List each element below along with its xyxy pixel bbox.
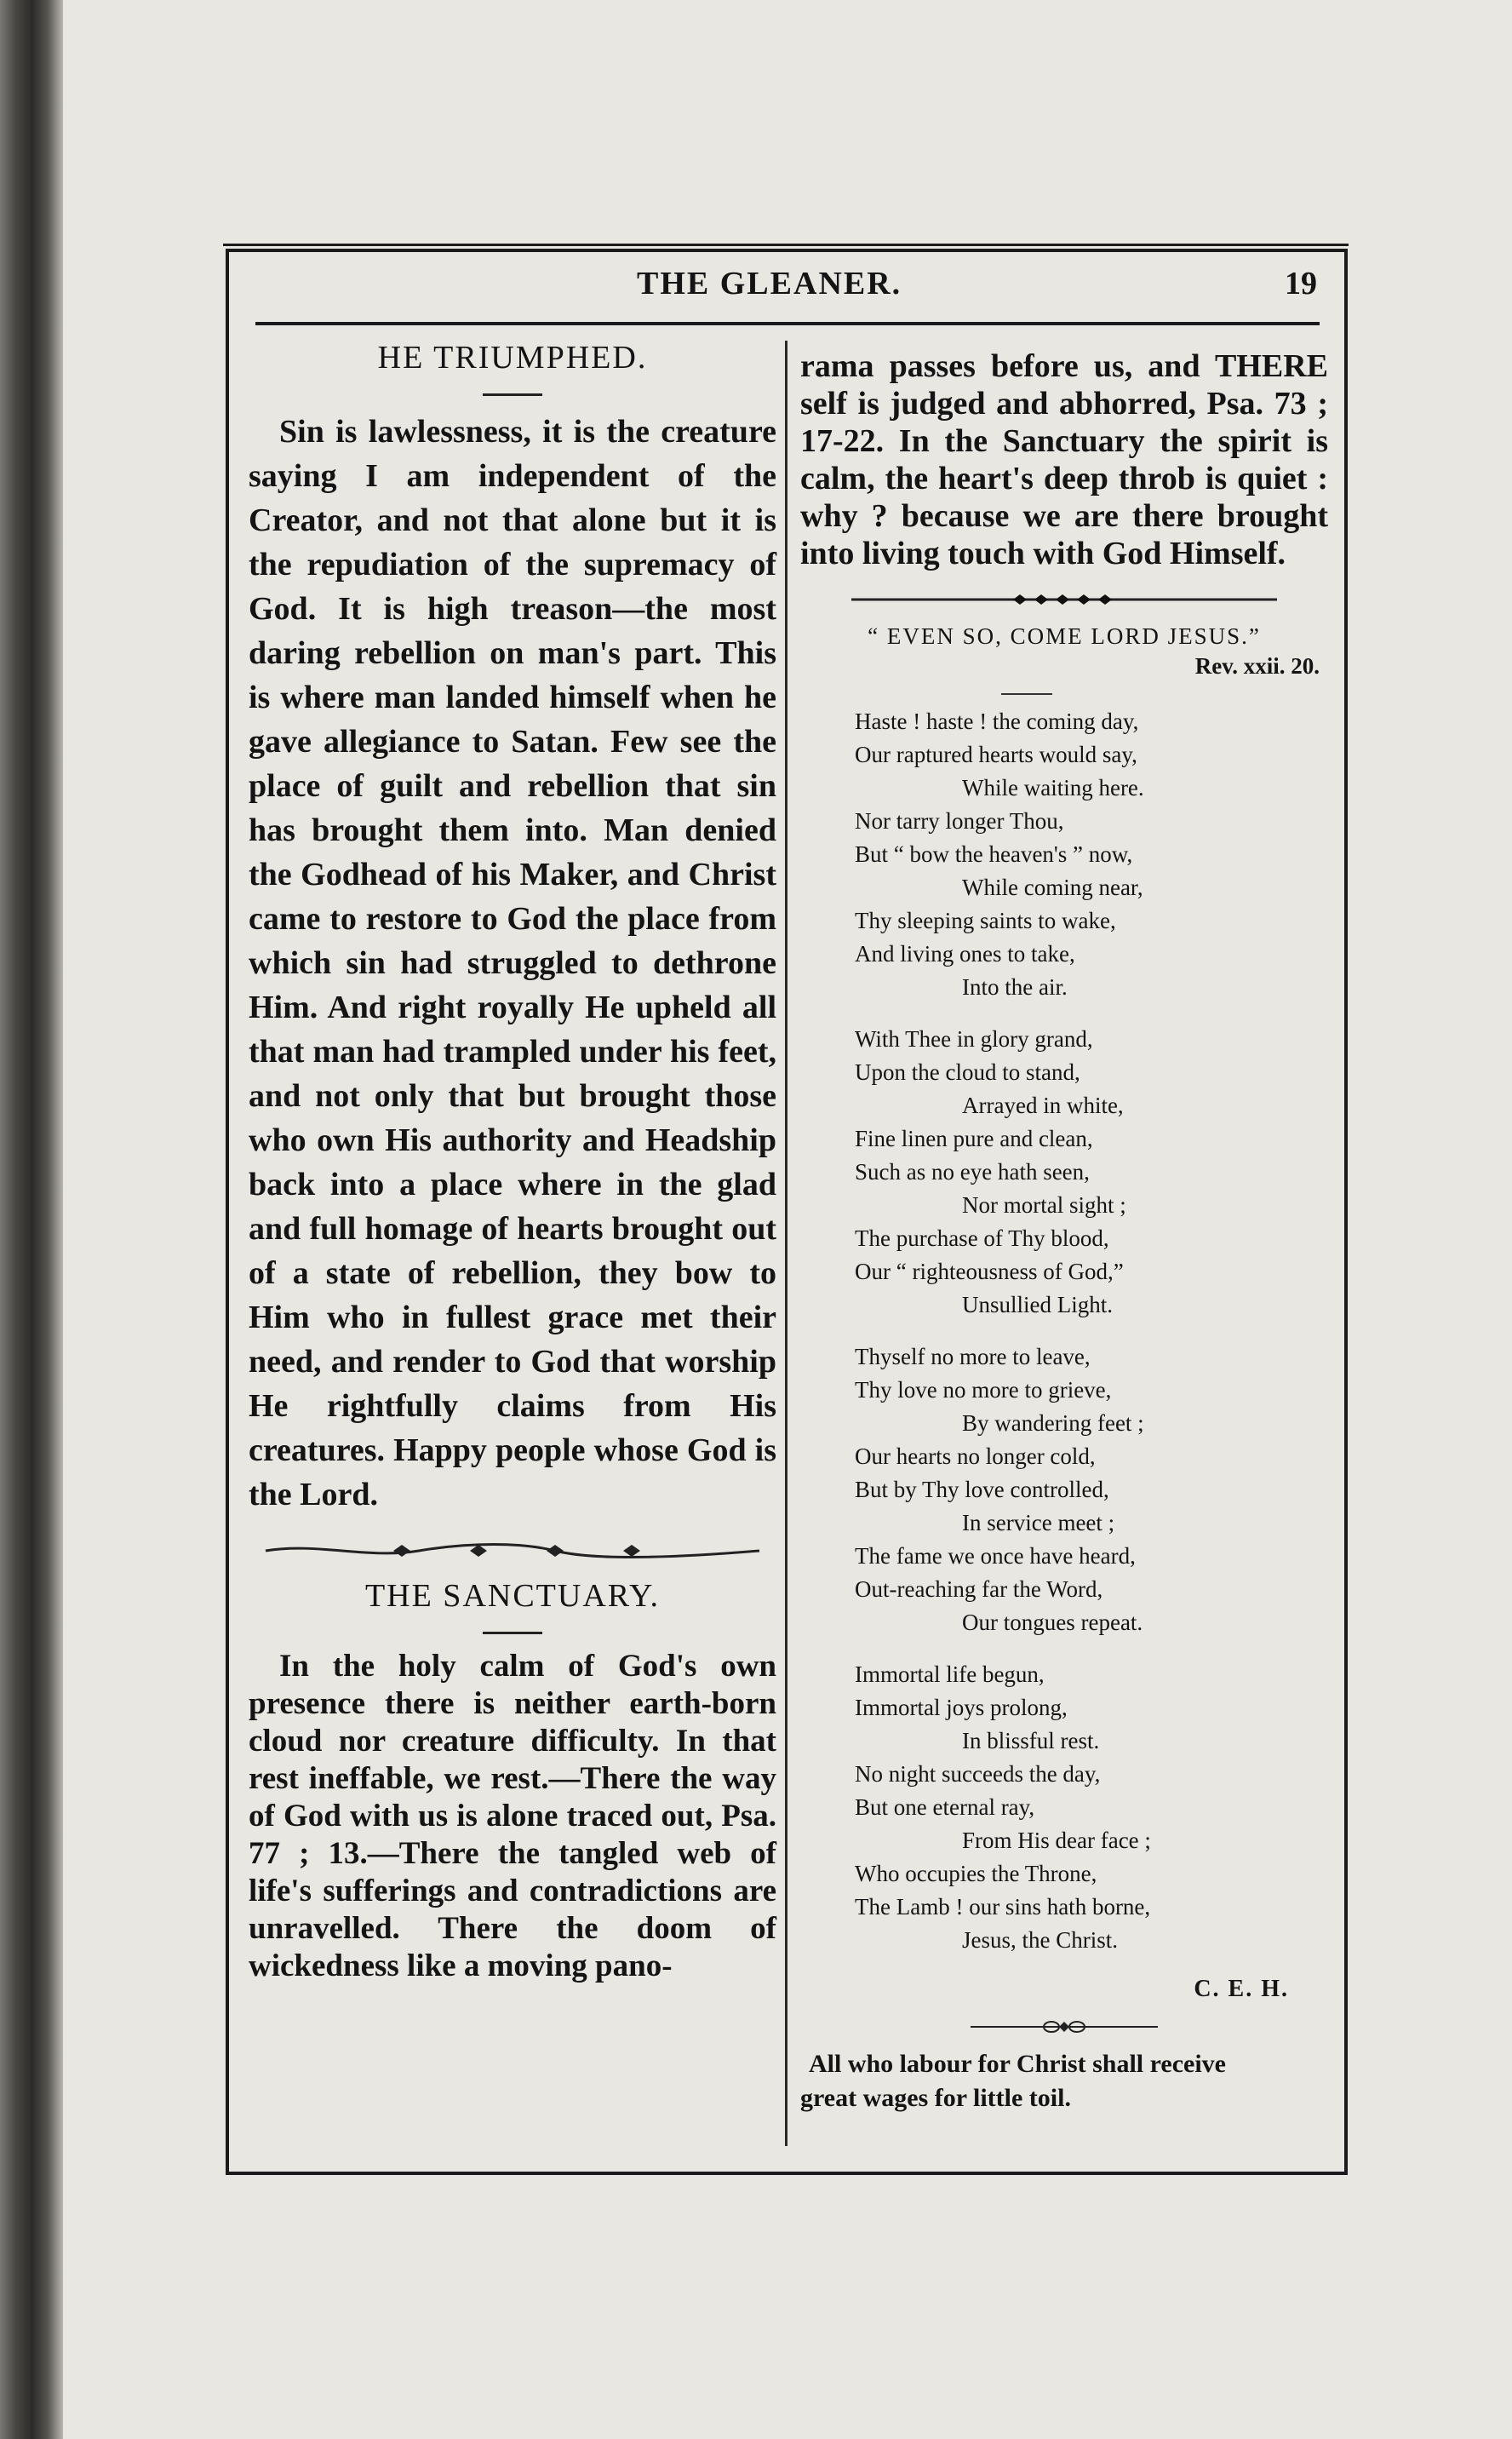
poem-line: Nor tarry longer Thou, xyxy=(855,808,1064,834)
title-rule xyxy=(483,393,542,396)
poem-line: No night succeeds the day, xyxy=(855,1761,1101,1787)
poem-line: Arrayed in white, xyxy=(962,1093,1124,1118)
frame-top-rule xyxy=(223,244,1349,246)
title-rule xyxy=(483,1632,542,1634)
poem-line: And living ones to take, xyxy=(855,941,1075,967)
page-number: 19 xyxy=(1285,266,1317,301)
poem-line: Our raptured hearts would say, xyxy=(855,742,1137,767)
running-header xyxy=(230,260,1341,311)
poem-line: Immortal life begun, xyxy=(855,1661,1045,1687)
article-body-sanctuary-continued: rama passes before us, and THERE self is judged and abhorred, Psa. 73 ; 17-22. In the Sanctuary the spirit is calm, the heart's deep throb is quiet : why ? because we are there brought into living touch with God Himself. xyxy=(800,348,1328,571)
closing-line-1: All who labour for Christ shall receive xyxy=(809,2050,1226,2078)
poem-line: Out-reaching far the Word, xyxy=(855,1576,1103,1602)
column-divider xyxy=(785,341,788,2146)
left-column xyxy=(249,339,776,1985)
poem-line: From His dear face ; xyxy=(962,1828,1151,1853)
poem-line: Thy love no more to grieve, xyxy=(855,1377,1112,1403)
poem-line: The fame we once have heard, xyxy=(855,1543,1136,1569)
article-body-he-triumphed: Sin is lawlessness, it is the creature saying I am independent of the Creator, and not that alone but it is the repudiation of the supremacy of God. It is high treason—the most daring rebellion on man's part. This is where man landed himself when he gave allegiance to Satan. Few see the place of guilt and rebellion that sin has brought them into. Man denied the Godhead of his Maker, and Christ came to restore to God the place from which sin had struggled to dethrone Him. And right royally He upheld all that man had trampled under his feet, and not only that but brought those who own His authority and Headship back into a place where in the glad and full homage of hearts brought out of a state of rebellion, they bow to Him who in fullest grace met their need, and render to God that worship He rightfully claims from His creatures. Happy people whose God is the Lord. xyxy=(249,414,776,1512)
poem-line: Thy sleeping saints to wake, xyxy=(855,908,1116,933)
closing-statement xyxy=(800,2047,1328,2115)
poem-line: But one eternal ray, xyxy=(855,1794,1035,1820)
poem-line: Unsullied Light. xyxy=(962,1292,1113,1317)
ornament-divider xyxy=(249,1539,776,1563)
poem-line: With Thee in glory grand, xyxy=(855,1026,1093,1052)
poem-line: Who occupies the Throne, xyxy=(855,1861,1097,1886)
poem-line: Our hearts no longer cold, xyxy=(855,1443,1096,1469)
right-column xyxy=(800,347,1328,2115)
poem-line: But by Thy love controlled, xyxy=(855,1477,1109,1502)
poem-stanza xyxy=(855,1658,1328,1957)
article-title-sanctuary: THE SANCTUARY. xyxy=(364,1578,661,1614)
poem xyxy=(855,705,1328,1957)
poem-line: Such as no eye hath seen, xyxy=(855,1159,1090,1185)
poem-stanza xyxy=(855,1023,1328,1322)
header-rule xyxy=(255,322,1320,325)
ornament-divider xyxy=(851,591,1277,608)
poem-line: In blissful rest. xyxy=(962,1728,1100,1753)
poem-stanza xyxy=(855,705,1328,1004)
poem-line: Haste ! haste ! the coming day, xyxy=(855,709,1139,734)
poem-title: “ EVEN SO, COME LORD JESUS.” xyxy=(868,623,1261,649)
poem-line: Thyself no more to leave, xyxy=(855,1344,1091,1369)
publication-title: THE GLEANER. xyxy=(637,266,902,301)
poem-line: In service meet ; xyxy=(962,1510,1115,1535)
poem-line: Upon the cloud to stand, xyxy=(855,1059,1080,1085)
poem-line: The Lamb ! our sins hath borne, xyxy=(855,1894,1151,1920)
poem-reference: Rev. xxii. 20. xyxy=(1194,653,1320,679)
poem-line: By wandering feet ; xyxy=(962,1410,1144,1436)
poem-line: The purchase of Thy blood, xyxy=(855,1225,1109,1251)
poem-line: While coming near, xyxy=(962,875,1143,900)
poem-line: Our tongues repeat. xyxy=(962,1610,1143,1635)
poem-line: But “ bow the heaven's ” now, xyxy=(855,841,1133,867)
poem-line: While waiting here. xyxy=(962,775,1144,801)
poem-signature: C. E. H. xyxy=(1194,1976,1289,2002)
article-body-sanctuary: In the holy calm of God's own presence there is neither earth-born cloud nor creature difficulty. In that rest ineffable, we rest.—There the way of God with us is alone traced out, Psa. 77 ; 13.—There the tangled web of life's sufferings and contradictions are unravelled. There the doom of wickedness like a moving pano- xyxy=(249,1649,776,1983)
poem-line: Nor mortal sight ; xyxy=(962,1192,1126,1218)
poem-line: Our “ righteousness of God,” xyxy=(855,1259,1124,1284)
closing-line-2: great wages for little toil. xyxy=(800,2084,1071,2112)
poem-line: Immortal joys prolong, xyxy=(855,1695,1068,1720)
poem-line: Into the air. xyxy=(962,974,1068,1000)
title-rule xyxy=(1001,693,1052,695)
ornament-divider xyxy=(971,2018,1158,2035)
poem-stanza xyxy=(855,1340,1328,1639)
article-title-he-triumphed: HE TRIUMPHED. xyxy=(377,340,648,376)
poem-line: Fine linen pure and clean, xyxy=(855,1126,1093,1151)
book-spine xyxy=(0,0,63,2439)
poem-line: Jesus, the Christ. xyxy=(962,1927,1119,1953)
